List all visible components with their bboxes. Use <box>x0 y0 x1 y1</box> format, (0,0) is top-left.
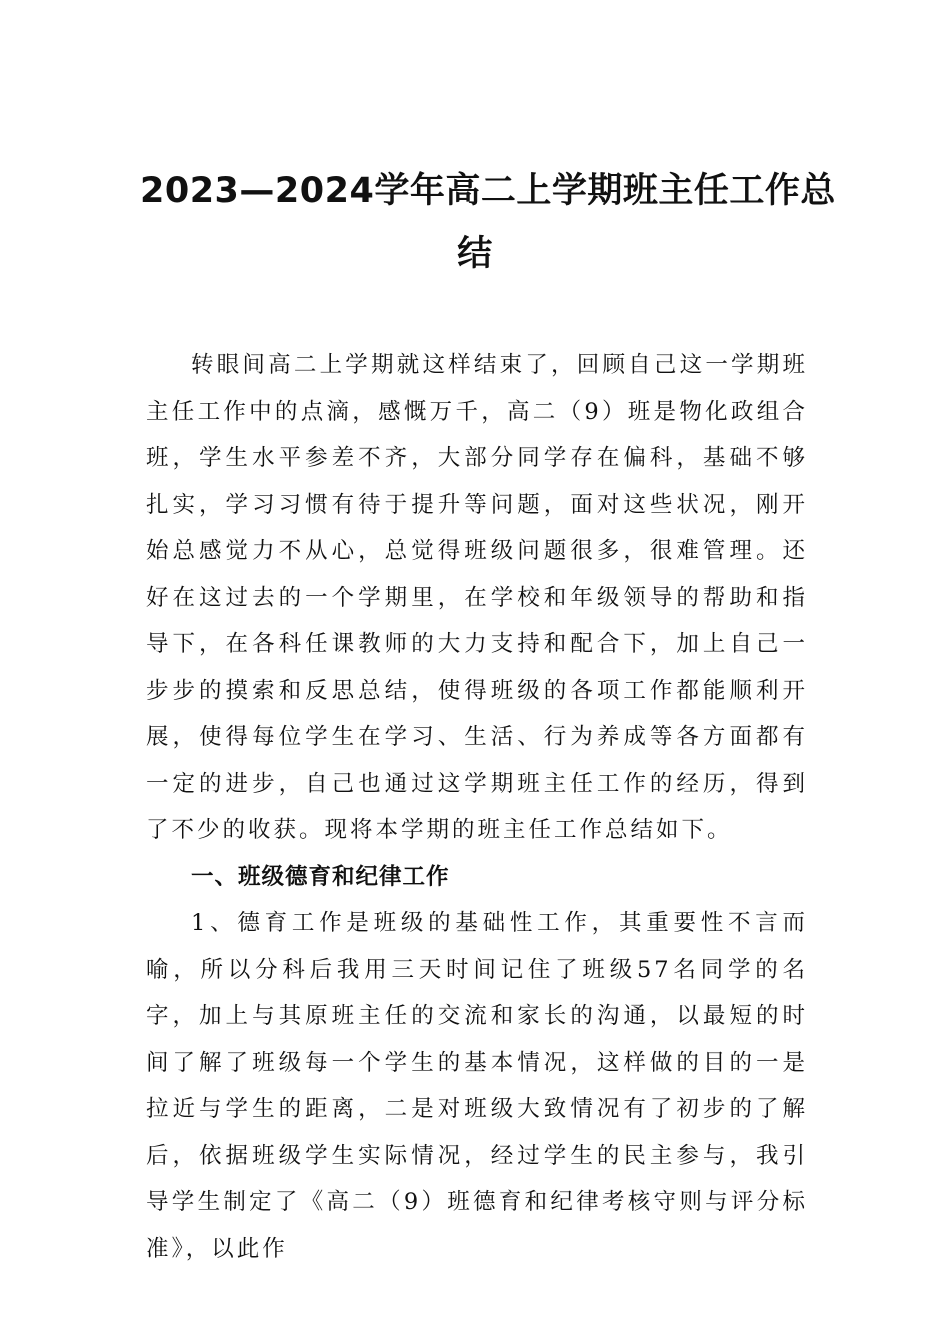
document-title <box>140 160 836 286</box>
title-line-1: 2023—2024学年高二上学期班主任工作总 <box>140 171 836 211</box>
section-paragraph: 1、德育工作是班级的基础性工作，其重要性不言而喻，所以分科后我用三天时间记住了班级57名同学的名字，加上与其原班主任的交流和家长的沟通，以最短的时间了解了班级每一个学生的基本情况，这样做的目的一是拉近与学生的距离，二是对班级大致情况有了初步的了解后，依据班级学生实际情况，经过学生的民主参与，我引导学生制定了《高二（9）班德育和纪律考核守则与评分标准》，以此作 <box>146 910 808 1262</box>
title-line-2: 结 <box>457 234 493 274</box>
section-heading: 一、班级德育和纪律工作 <box>191 863 450 890</box>
intro-paragraph: 转眼间高二上学期就这样结束了，回顾自己这一学期班主任工作中的点滴，感慨万千，高二（9）班是物化政组合班，学生水平参差不齐，大部分同学存在偏科，基础不够扎实，学习习惯有待于提升等问题，面对这些状况，刚开始总感觉力不从心，总觉得班级问题很多，很难管理。还好在这过去的一个学期里，在学校和年级领导的帮助和指导下，在各科任课教师的大力支持和配合下，加上自己一步步的摸索和反思总结，使得班级的各项工作都能顺利开展，使得每位学生在学习、生活、行为养成等各方面都有一定的进步，自己也通过这学期班主任工作的经历，得到了不少的收获。现将本学期的班主任工作总结如下。 <box>146 352 808 843</box>
document-body <box>146 342 808 1272</box>
